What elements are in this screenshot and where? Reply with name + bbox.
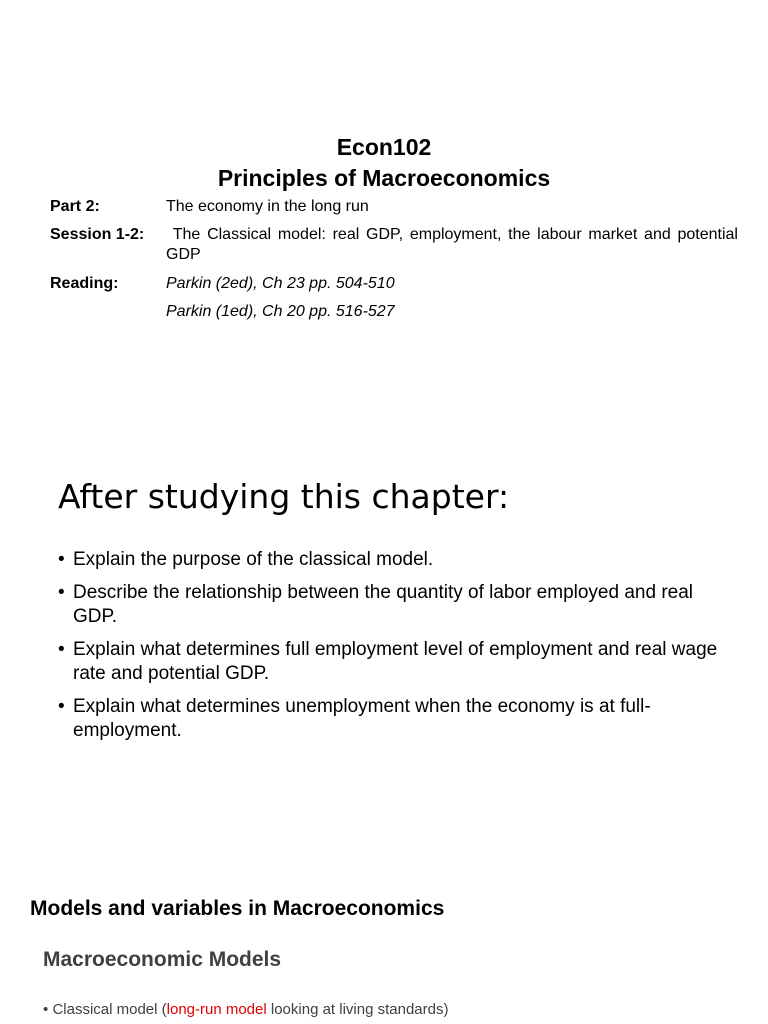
reading-value-1: Parkin (2ed), Ch 23 pp. 504-510 — [166, 275, 395, 292]
session-label: Session 1-2: — [50, 226, 145, 243]
models-heading: Models and variables in Macroeconomics — [30, 897, 445, 920]
list-item — [58, 638, 718, 686]
models-subheading: Macroeconomic Models — [43, 948, 282, 971]
objective-text: Explain the purpose of the classical model. — [73, 549, 434, 570]
session-value — [166, 225, 738, 265]
bullet-icon: • — [58, 639, 65, 660]
list-item — [43, 1000, 448, 1020]
part-value: The economy in the long run — [166, 198, 369, 215]
list-item — [58, 695, 718, 743]
objectives-list — [58, 548, 718, 752]
bullet-text-before: Classical model ( — [52, 1001, 167, 1018]
part-label: Part 2: — [50, 198, 100, 215]
highlight-text: long-run model — [166, 1001, 267, 1018]
course-title: Principles of Macroeconomics — [217, 165, 551, 191]
bullet-icon: • — [58, 549, 65, 570]
list-item — [58, 548, 718, 572]
objective-text: Describe the relationship between the quantity of labor employed and real GDP. — [73, 582, 693, 627]
objective-text: Explain what determines full employment level of employment and real wage rate and potential GDP. — [73, 639, 718, 684]
reading-label: Reading: — [50, 275, 119, 292]
bullet-icon: • — [58, 696, 65, 717]
objective-text: Explain what determines unemployment when the economy is at full-employment. — [73, 696, 651, 741]
bullet-icon: • — [43, 1001, 49, 1018]
bullet-icon: • — [58, 582, 65, 603]
session-value-text: The Classical model: real GDP, employment, the labour market and potential GDP — [166, 226, 738, 263]
list-item — [58, 581, 718, 629]
course-code: Econ102 — [336, 134, 432, 160]
objectives-heading: After studying this chapter: — [58, 477, 510, 516]
bullet-text-after: looking at living standards) — [266, 1001, 449, 1018]
reading-value-2: Parkin (1ed), Ch 20 pp. 516-527 — [166, 303, 395, 320]
